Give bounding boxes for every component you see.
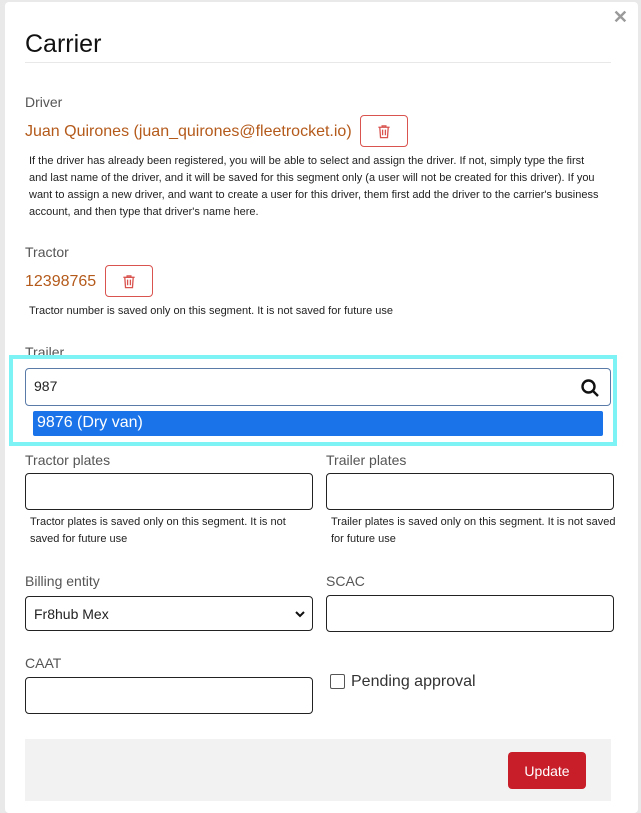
trash-icon [377, 124, 391, 139]
driver-label: Driver [25, 94, 63, 110]
trailer-plates-label: Trailer plates [326, 452, 407, 468]
trash-icon [122, 274, 136, 289]
tractor-label: Tractor [25, 244, 69, 260]
caat-input[interactable] [25, 677, 313, 714]
billing-entity-selected: Fr8hub Mex [34, 606, 109, 622]
pending-approval-checkbox[interactable] [330, 674, 345, 689]
close-icon[interactable]: ✕ [612, 7, 628, 27]
trailer-label: Trailer [25, 344, 65, 360]
search-icon[interactable] [580, 378, 600, 398]
trailer-plates-input[interactable] [326, 473, 614, 510]
tractor-help-text: Tractor number is saved only on this segment. It is not saved for future use [29, 305, 393, 317]
caat-label: CAAT [25, 655, 62, 671]
tractor-plates-label: Tractor plates [25, 452, 111, 468]
trailer-search-field[interactable] [25, 368, 611, 406]
title-divider [25, 62, 611, 63]
trailer-suggestion-item[interactable]: 9876 (Dry van) [33, 411, 603, 436]
delete-driver-button[interactable] [360, 115, 408, 147]
update-button[interactable]: Update [508, 752, 586, 789]
tractor-plates-input[interactable] [25, 473, 313, 510]
billing-entity-label: Billing entity [25, 573, 100, 589]
pending-approval-label: Pending approval [351, 673, 476, 690]
driver-help-text: If the driver has already been registered, you will be able to select and assign the driver. If not, simply type the first and last name of the driver, and it will be saved for this segment only (a user will not be created for this driver). If you want to assign a new driver, and want to create a user for this driver, them first add the driver to the carrier's business account, and then type that driver's name here. [29, 155, 599, 218]
trailer-plates-help-text: Trailer plates is saved only on this segment. It is not saved for future use [331, 516, 616, 545]
modal-footer [25, 739, 611, 801]
billing-entity-select[interactable] [25, 596, 313, 631]
trailer-suggestions [25, 408, 611, 438]
tractor-plates-help-text: Tractor plates is saved only on this segment. It is not saved for future use [30, 516, 286, 545]
chevron-down-icon [294, 608, 306, 620]
tractor-value[interactable]: 12398765 [25, 273, 97, 290]
driver-value[interactable]: Juan Quirones (juan_quirones@fleetrocket.io) [25, 123, 352, 140]
delete-tractor-button[interactable] [105, 265, 153, 297]
scac-input[interactable] [326, 595, 614, 632]
page-title: Carrier [25, 30, 102, 58]
scac-label: SCAC [326, 573, 365, 589]
trailer-search-input[interactable] [34, 378, 564, 394]
